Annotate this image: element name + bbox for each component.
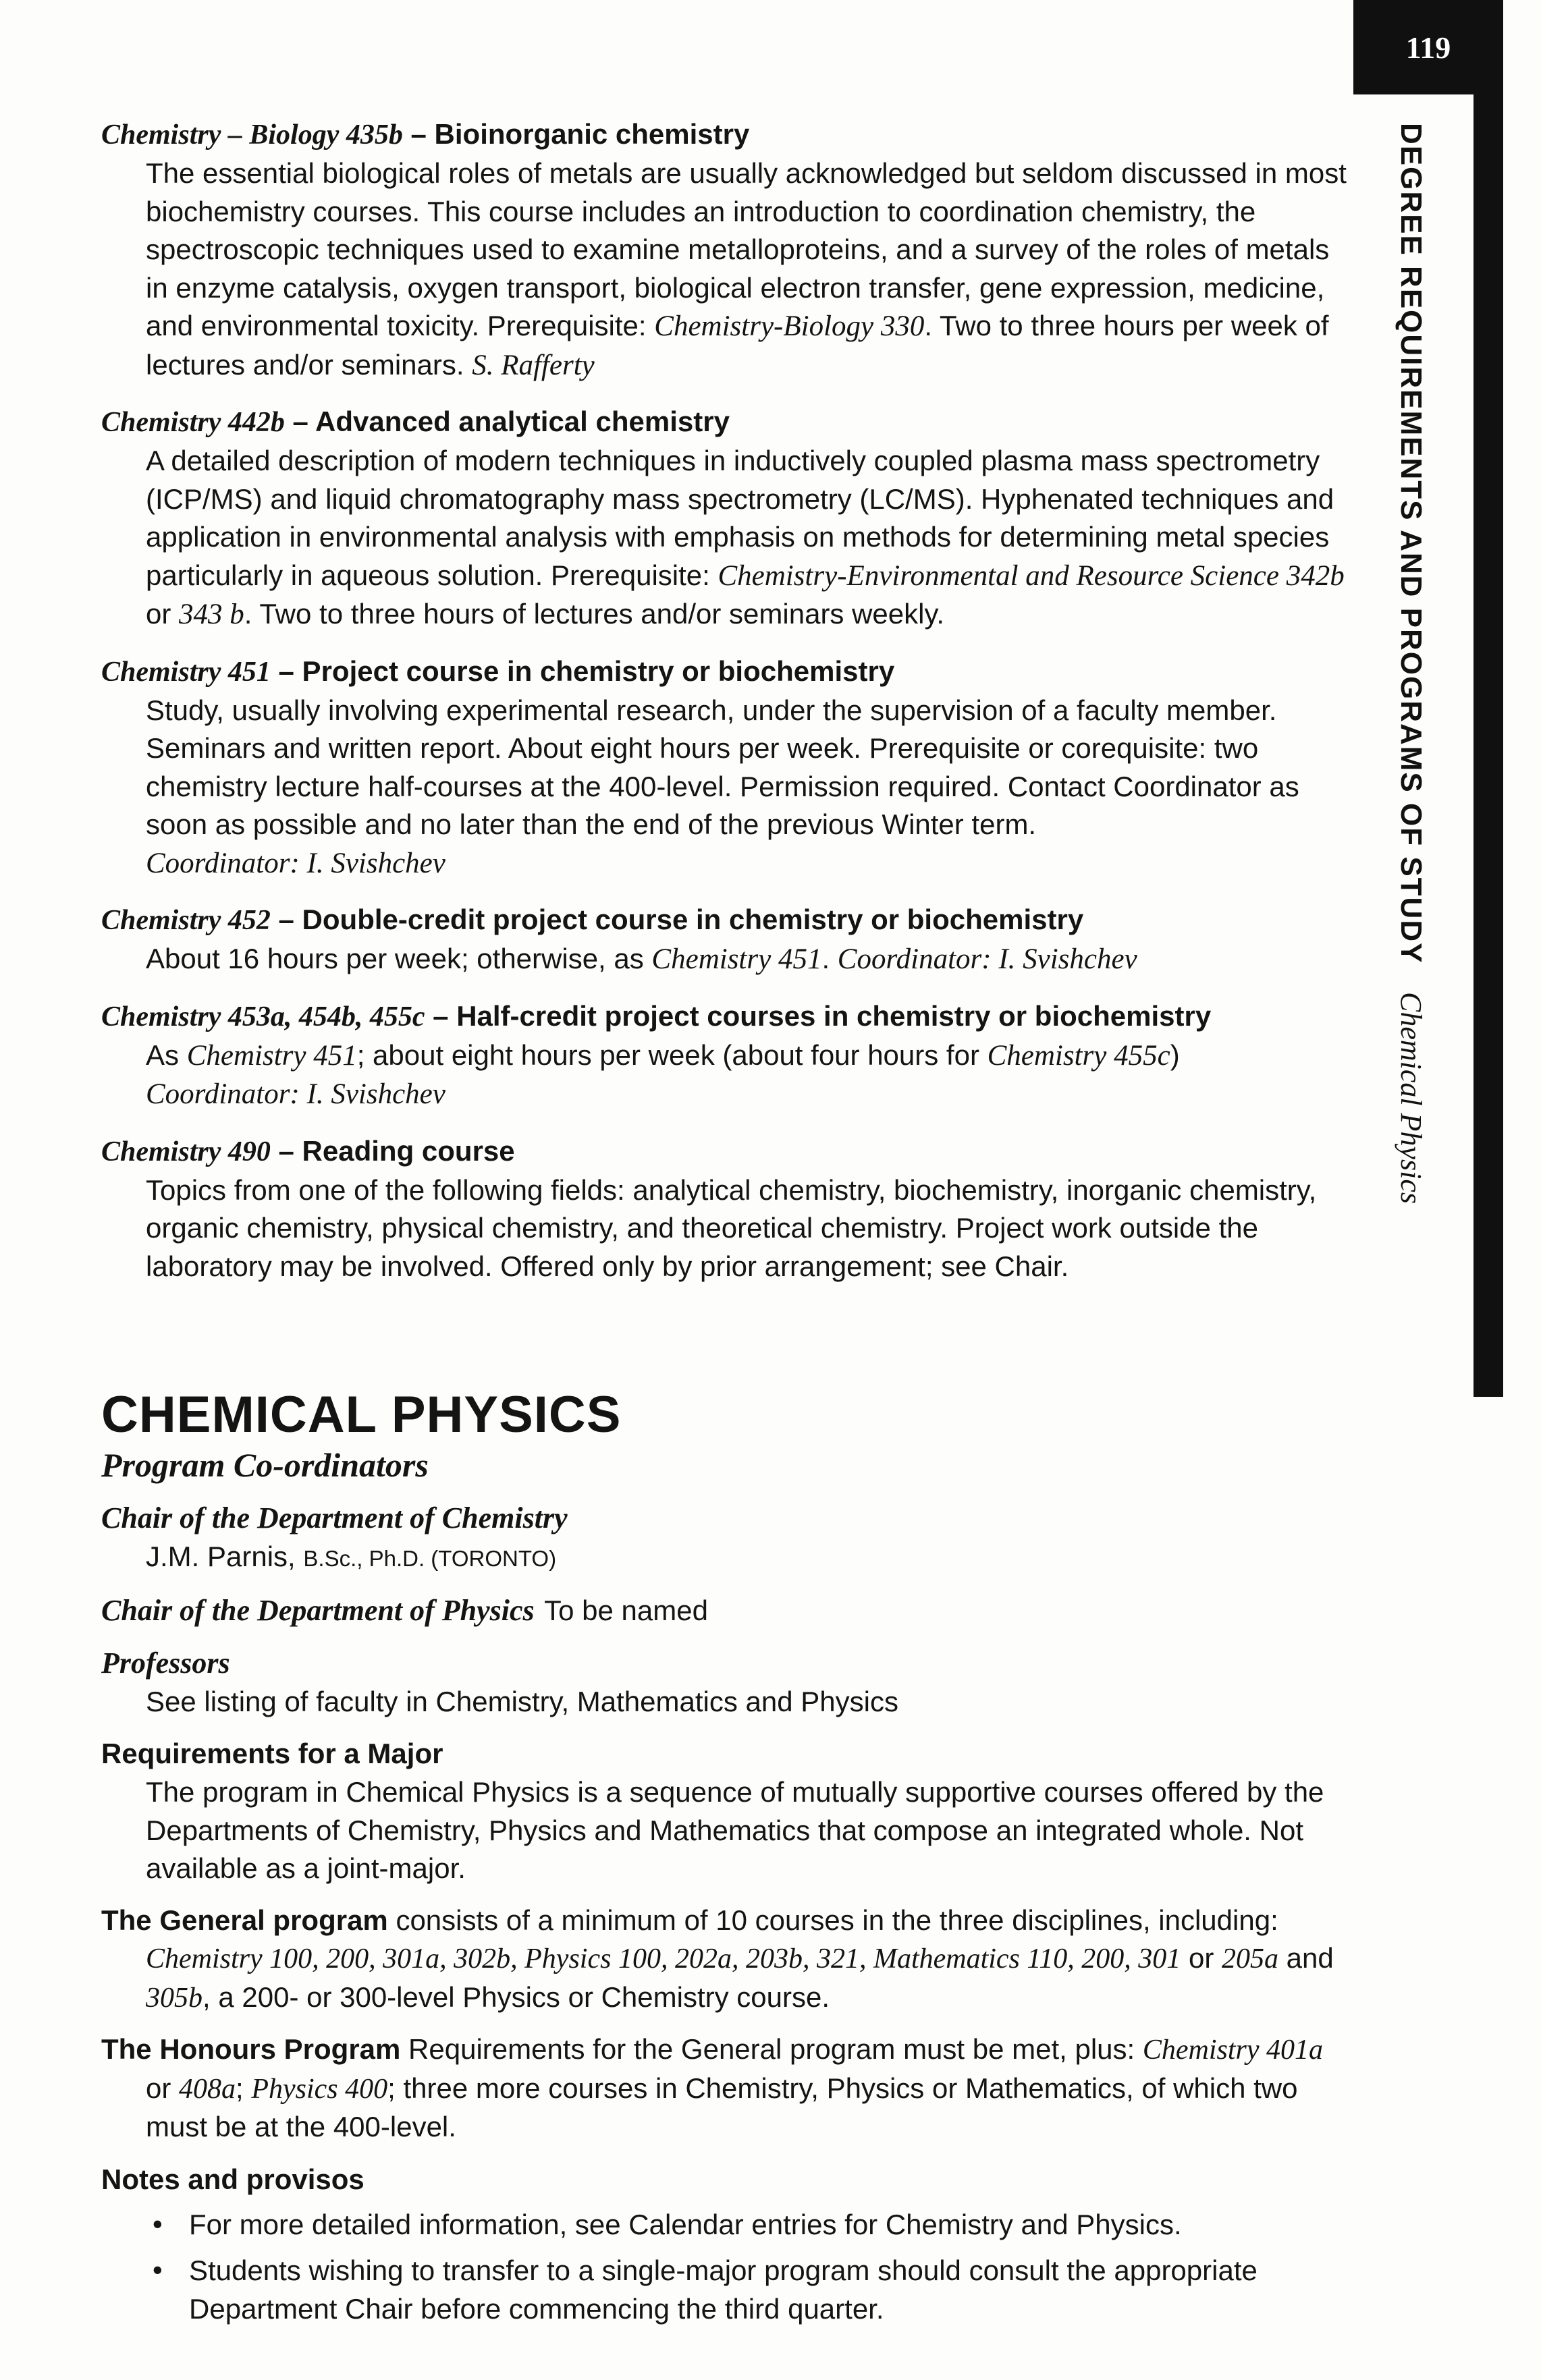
bullet-icon: •	[153, 2207, 163, 2240]
course-list: Chemistry 100, 200, 301a, 302b, Physics 100, 202a, 203b, 321, Mathematics 110, 200, 301	[146, 1943, 1181, 1974]
course-description	[101, 1036, 1350, 1114]
course-title	[101, 115, 1350, 155]
section-title: CHEMICAL PHYSICS	[101, 1386, 622, 1443]
course-entry	[101, 402, 1350, 634]
running-header-main: DEGREE REQUIREMENTS AND PROGRAMS OF STUDY	[1395, 123, 1428, 964]
course-description	[101, 155, 1350, 385]
major-label: Requirements for a Major	[101, 1738, 443, 1769]
course-name: – Reading course	[270, 1134, 515, 1167]
list-item	[150, 2206, 1350, 2244]
honours-text: Requirements for the General program must be met, plus:	[400, 2033, 1143, 2065]
major-text: The program in Chemical Physics is a sequence of mutually supportive courses offered by the Departments of Chemistry, Physics and Mathematics that compose an integrated whole. Not available as a joint-major.	[146, 1776, 1324, 1884]
professors-label: Professors	[101, 1646, 230, 1680]
course-code: Chemistry – Biology 435b	[101, 119, 403, 150]
bullet-icon: •	[153, 2254, 163, 2286]
desc-text: ; about eight hours per week (about four hours for	[356, 1039, 988, 1071]
main-content	[101, 115, 1350, 2336]
prerequisite: 343 b	[179, 599, 244, 630]
course-name: – Project course in chemistry or biochemistry	[270, 655, 895, 687]
course-title	[101, 652, 1350, 692]
major-requirements	[101, 1734, 1350, 1888]
general-text: or	[1181, 1942, 1222, 1974]
general-text: , a 200- or 300-level Physics or Chemistry course.	[202, 1981, 830, 2013]
chair-chemistry-name	[101, 1538, 1350, 1578]
course-ref: Chemistry 451	[186, 1039, 357, 1072]
chair-chemistry	[101, 1499, 1350, 1578]
general-program	[101, 1902, 1350, 2018]
desc-text: The essential biological roles of metals are usually acknowledged but seldom discussed in most biochemistry courses. This course includes an introduction to coordination chemistry, the spectroscopic techniques used to examine metalloproteins, and a survey of the roles of metals in enzyme catalysis, oxygen transport, biological electron transfer, gene expression, medicine, and environmental toxicity. Prerequisite:	[146, 157, 1347, 341]
general-label: The General program	[101, 1904, 388, 1936]
professors-text: See listing of faculty in Chemistry, Mathematics and Physics	[146, 1686, 898, 1717]
chair-chemistry-label: Chair of the Department of Chemistry	[101, 1501, 568, 1534]
person-degrees: B.Sc., Ph.D. (TORONTO)	[303, 1546, 557, 1571]
desc-text: . Two to three hours of lectures and/or seminars weekly.	[244, 598, 945, 630]
desc-text: or	[146, 598, 180, 630]
honours-text: ;	[236, 2072, 252, 2104]
course-ref: Chemistry 451	[651, 943, 822, 975]
course-code: Chemistry 442b	[101, 407, 285, 438]
course-name: – Bioinorganic chemistry	[402, 118, 750, 150]
course-entry	[101, 900, 1350, 979]
honours-program	[101, 2030, 1350, 2147]
chair-physics	[101, 1591, 1350, 1630]
course-ref: 305b	[146, 1982, 202, 2014]
coordinators-heading: Program Co-ordinators	[101, 1446, 429, 1484]
note-text: Students wishing to transfer to a single-major program should consult the appropriate Department Chair before commencing the third quarter.	[189, 2254, 1258, 2325]
course-code: Chemistry 452	[101, 905, 271, 936]
course-entry	[101, 1132, 1350, 1286]
person-name: J.M. Parnis,	[146, 1541, 304, 1572]
prerequisite: Chemistry-Biology 330	[654, 310, 925, 342]
desc-text: As	[146, 1039, 187, 1071]
desc-text: About 16 hours per week; otherwise, as	[146, 943, 652, 974]
chair-physics-value: To be named	[544, 1595, 708, 1626]
course-name: – Advanced analytical chemistry	[284, 406, 730, 437]
course-entry	[101, 997, 1350, 1114]
desc-text: . Two to three hours per week of lectures and/or seminars.	[146, 310, 1329, 381]
course-ref: Chemistry 455c	[987, 1039, 1170, 1072]
general-text: consists of a minimum of 10 courses in the three disciplines, including:	[387, 1904, 1278, 1936]
course-description	[101, 442, 1350, 634]
professors	[101, 1644, 1350, 1721]
desc-text: Study, usually involving experimental research, under the supervision of a faculty member. Seminars and written report. About eight hours per week. Prerequisite or corequisite: two chemistry lecture half-courses at the 400-level. Permission required. Contact Coordinator as soon as possible and no later than the end of the previous Winter term.	[146, 694, 1299, 840]
desc-text: A detailed description of modern techniques in inductively coupled plasma mass spectrometry (ICP/MS) and liquid chromatography mass spectrometry (LC/MS). Hyphenated techniques and application in environmental analysis with emphasis on methods for determining metal species particularly in aqueous solution. Prerequisite:	[146, 445, 1334, 591]
desc-text: .	[821, 943, 838, 974]
course-description	[101, 940, 1350, 979]
running-header	[1394, 123, 1428, 1205]
side-tab-bar	[1474, 94, 1503, 1397]
desc-text: )	[1170, 1039, 1180, 1071]
course-code: Chemistry 451	[101, 656, 271, 688]
course-entry	[101, 652, 1350, 883]
course-description	[101, 1171, 1350, 1286]
honours-label: The Honours Program	[101, 2033, 401, 2065]
course-ref: Physics 400	[251, 2073, 388, 2105]
honours-text: ; three more courses in Chemistry, Physics or Mathematics, of which two must be at the 400-level.	[146, 2072, 1298, 2142]
course-name: – Double-credit project course in chemistry or biochemistry	[270, 904, 1084, 935]
general-text: and	[1278, 1942, 1334, 1974]
chair-physics-label: Chair of the Department of Physics	[101, 1594, 535, 1627]
notes-list	[101, 2206, 1350, 2329]
course-title	[101, 402, 1350, 442]
course-title	[101, 997, 1350, 1036]
course-code: Chemistry 453a, 454b, 455c	[101, 1001, 425, 1032]
list-item	[150, 2252, 1350, 2328]
desc-text: Topics from one of the following fields: analytical chemistry, biochemistry, inorganic chemistry, organic chemistry, physical chemistry, and theoretical chemistry. Project work outside the laboratory may be involved. Offered only by prior arrangement; see Chair.	[146, 1173, 1317, 1282]
course-description	[101, 692, 1350, 883]
course-name: – Half-credit project courses in chemistry or biochemistry	[425, 999, 1212, 1032]
prerequisite: Chemistry-Environmental and Resource Science 342b	[718, 559, 1345, 592]
coordinator: Coordinator: I. Svishchev	[146, 1078, 445, 1110]
honours-text: or	[146, 2072, 180, 2104]
course-ref: 205a	[1221, 1943, 1278, 1974]
coordinator: Coordinator: I. Svishchev	[146, 847, 445, 879]
course-code: Chemistry 490	[101, 1136, 271, 1167]
page-number: 119	[1353, 0, 1503, 94]
notes-label: Notes and provisos	[101, 2163, 364, 2195]
notes-and-provisos	[101, 2160, 1350, 2329]
note-text: For more detailed information, see Calendar entries for Chemistry and Physics.	[189, 2208, 1182, 2240]
running-header-sub: Chemical Physics	[1395, 992, 1428, 1205]
instructor: S. Rafferty	[472, 349, 595, 381]
course-ref: 408a	[179, 2073, 236, 2105]
coordinator: Coordinator: I. Svishchev	[837, 943, 1137, 975]
course-title	[101, 1132, 1350, 1171]
course-ref: Chemistry 401a	[1142, 2035, 1324, 2066]
course-entry	[101, 115, 1350, 385]
course-title	[101, 900, 1350, 940]
